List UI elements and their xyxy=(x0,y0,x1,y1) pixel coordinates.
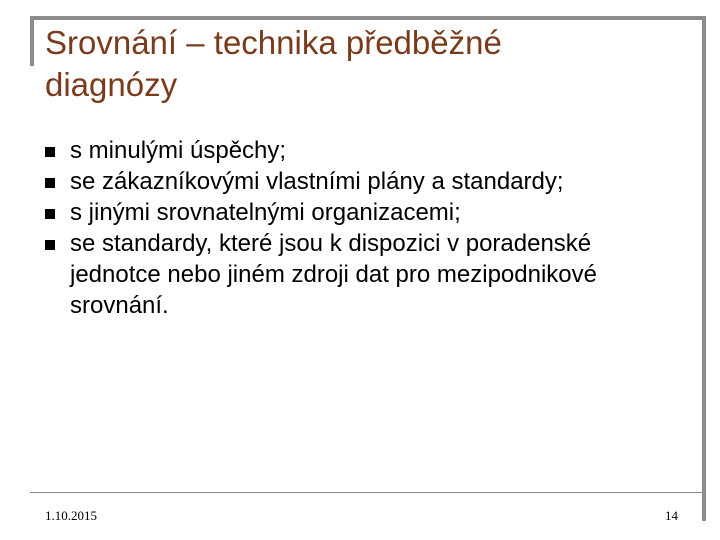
frame-bottom-border xyxy=(30,492,706,493)
square-bullet-icon xyxy=(45,240,55,250)
slide-title xyxy=(45,22,685,106)
slide-title-line1: Srovnání – technika předběžné xyxy=(45,24,502,61)
frame-top-border xyxy=(30,16,706,20)
frame-left-border xyxy=(30,16,34,66)
bullet-text: s jinými srovnatelnými organizacemi; xyxy=(70,199,461,226)
footer-date: 1.10.2015 xyxy=(45,508,97,523)
frame-right-border xyxy=(702,16,706,521)
bullet-text: se zákazníkovými vlastními plány a standardy; xyxy=(70,168,564,195)
bullet-item xyxy=(45,135,685,166)
bullet-item xyxy=(45,197,685,228)
bullet-text: se standardy, které jsou k dispozici v poradenské jednotce nebo jiném zdroji dat pro mezipodnikové srovnání. xyxy=(70,230,597,319)
bullet-text: s minulými úspěchy; xyxy=(70,137,287,164)
bullet-item xyxy=(45,166,685,197)
bullet-item xyxy=(45,228,685,321)
square-bullet-icon xyxy=(45,147,55,157)
slide-title-line2: diagnózy xyxy=(45,66,178,103)
square-bullet-icon xyxy=(45,178,55,188)
square-bullet-icon xyxy=(45,209,55,219)
bullet-list xyxy=(45,135,685,321)
page-number: 14 xyxy=(665,508,678,523)
